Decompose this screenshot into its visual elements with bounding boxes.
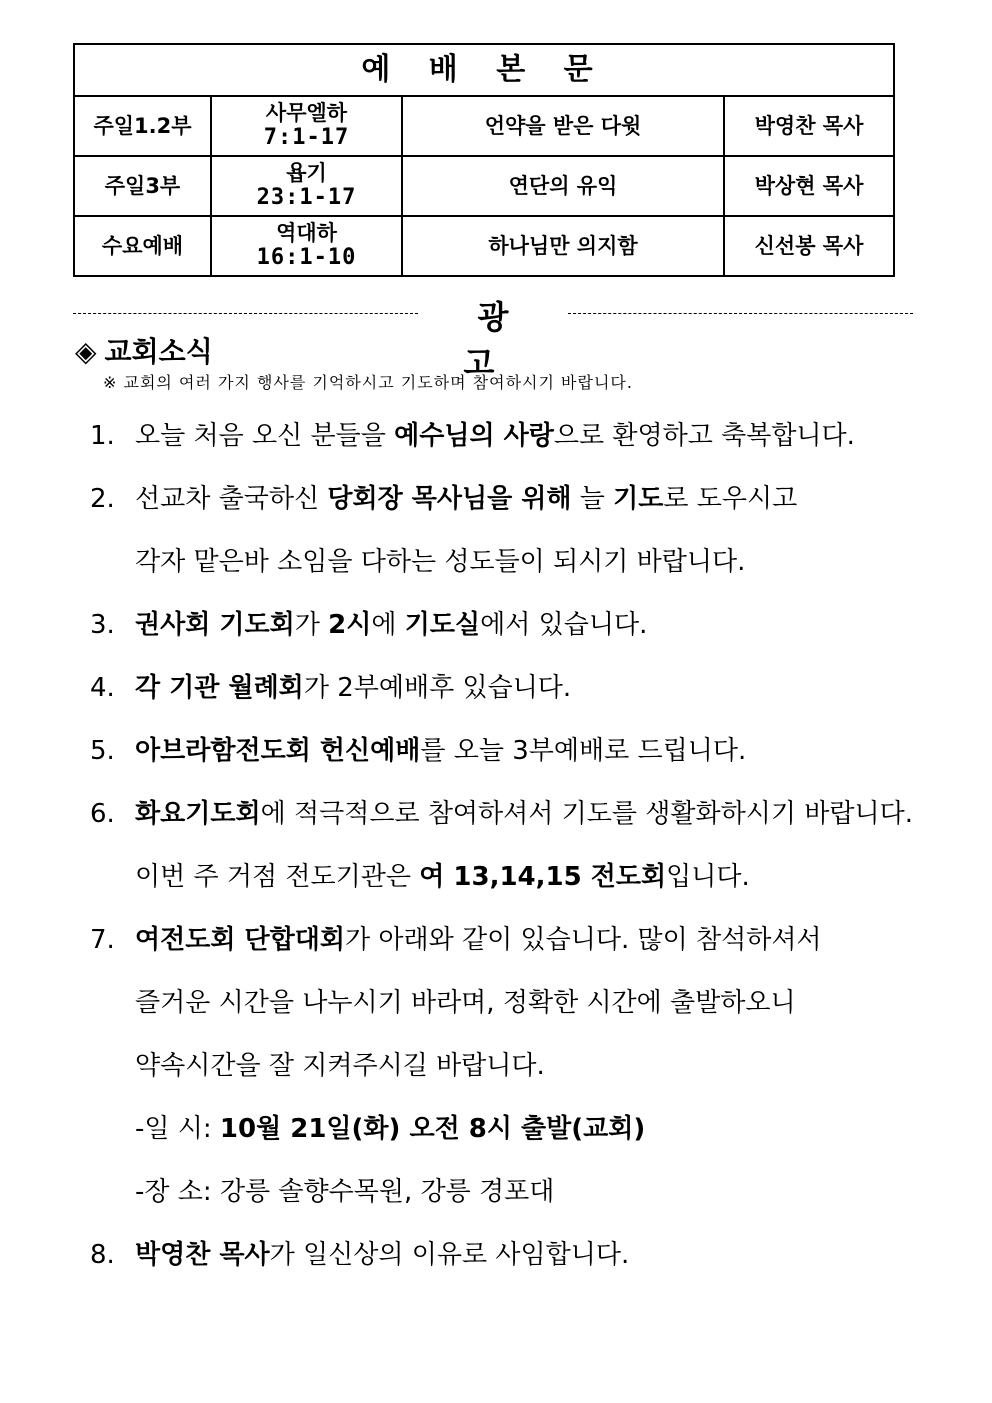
- scripture-book: 사무엘하: [265, 101, 348, 126]
- sermon-table: [73, 43, 895, 277]
- item-highlight: 여 13,14,15 전도회: [419, 862, 667, 892]
- dashed-divider-left: [73, 313, 418, 314]
- service-name: 수요예배: [74, 216, 211, 276]
- sermon-table-title: 예 배 본 문: [74, 44, 894, 96]
- scripture-chapter: 23:1-17: [256, 185, 357, 211]
- item-text: -일 시:: [135, 1114, 220, 1144]
- item-text: 즐거운 시간을 나누시기 바라며, 정확한 시간에 출발하오니: [135, 988, 796, 1018]
- item-text: 로 도우시고: [663, 484, 798, 514]
- item-highlight: 예수님의 사랑: [394, 421, 554, 451]
- item-text: 오늘 처음 오신 분들을: [135, 421, 395, 451]
- item-text: 각자 맡은바 소임을 다하는 성도들이 되시기 바랍니다.: [135, 547, 746, 577]
- item-highlight: 기도: [613, 484, 664, 514]
- diamond-bullet-icon: ◈: [75, 335, 97, 368]
- item-highlight: 여전도회 단합대회: [135, 925, 345, 955]
- item-number: 7.: [90, 925, 115, 955]
- item-highlight: 화요기도회: [135, 799, 261, 829]
- item-text: 를 오늘 3부예배로 드립니다.: [420, 736, 747, 766]
- item-number: 8.: [90, 1240, 115, 1270]
- scripture-ref: [211, 216, 402, 276]
- item-text: 늘: [571, 484, 614, 514]
- service-name: 주일1.2부: [74, 96, 211, 156]
- item-text: 에 적극적으로 참여하셔서 기도를 생활화하시기 바랍니다.: [260, 799, 913, 829]
- item-text: 으로 환영하고 축복합니다.: [553, 421, 855, 451]
- item-text: 약속시간을 잘 지켜주시길 바랍니다.: [135, 1051, 545, 1081]
- sermon-title: 하나님만 의지함: [402, 216, 724, 276]
- dashed-divider-right: [568, 313, 913, 314]
- scripture-book: 역대하: [276, 221, 337, 246]
- item-highlight: 기도실: [404, 610, 481, 640]
- item-text: -장 소: 강릉 솔향수목원, 강릉 경포대: [135, 1177, 555, 1207]
- item-text: 가 2부예배후 있습니다.: [303, 673, 572, 703]
- sermon-title: 언약을 받은 다윗: [402, 96, 724, 156]
- item-highlight: 박영찬 목사: [135, 1240, 270, 1270]
- item-text: 선교차 출국하신: [135, 484, 328, 514]
- item-highlight: 각 기관 월례회: [135, 673, 304, 703]
- table-row: [74, 156, 894, 216]
- item-text: 가 일신상의 이유로 사임합니다.: [269, 1240, 630, 1270]
- item-number: 4.: [90, 673, 115, 703]
- table-row: [74, 216, 894, 276]
- item-text: 이번 주 거점 전도기관은: [135, 862, 420, 892]
- item-highlight: 2시: [328, 610, 372, 640]
- item-highlight: 10월 21일(화) 오전 8시 출발(교회): [219, 1114, 646, 1144]
- scripture-book: 욥기: [286, 161, 327, 186]
- item-highlight: 권사회 기도회: [135, 610, 295, 640]
- preacher: 신선봉 목사: [724, 216, 894, 276]
- sermon-title: 연단의 유익: [402, 156, 724, 216]
- item-number: 5.: [90, 736, 115, 766]
- item-text: 에: [371, 610, 405, 640]
- item-number: 6.: [90, 799, 115, 829]
- preacher: 박상현 목사: [724, 156, 894, 216]
- scripture-ref: [211, 96, 402, 156]
- section-title: [75, 330, 213, 370]
- item-text: 입니다.: [666, 862, 750, 892]
- scripture-chapter: 16:1-10: [256, 245, 357, 271]
- item-number: 1.: [90, 421, 115, 451]
- item-highlight: 아브라함전도회 헌신예배: [135, 736, 421, 766]
- item-text: 에서 있습니다.: [480, 610, 648, 640]
- item-number: 2.: [90, 484, 115, 514]
- item-number: 3.: [90, 610, 115, 640]
- announcements-title: 광 고: [463, 298, 537, 382]
- item-text: 가: [294, 610, 329, 640]
- section-note: ※ 교회의 여러 가지 행사를 기억하시고 기도하며 참여하시기 바랍니다.: [103, 373, 633, 392]
- item-highlight: 당회장 목사님을 위해: [327, 484, 572, 514]
- item-text: 가 아래와 같이 있습니다. 많이 참석하셔서: [344, 925, 822, 955]
- preacher: 박영찬 목사: [724, 96, 894, 156]
- scripture-ref: [211, 156, 402, 216]
- scripture-chapter: 7:1-17: [263, 125, 350, 151]
- section-title-text: 교회소식: [104, 335, 213, 368]
- service-name: 주일3부: [74, 156, 211, 216]
- table-row: [74, 96, 894, 156]
